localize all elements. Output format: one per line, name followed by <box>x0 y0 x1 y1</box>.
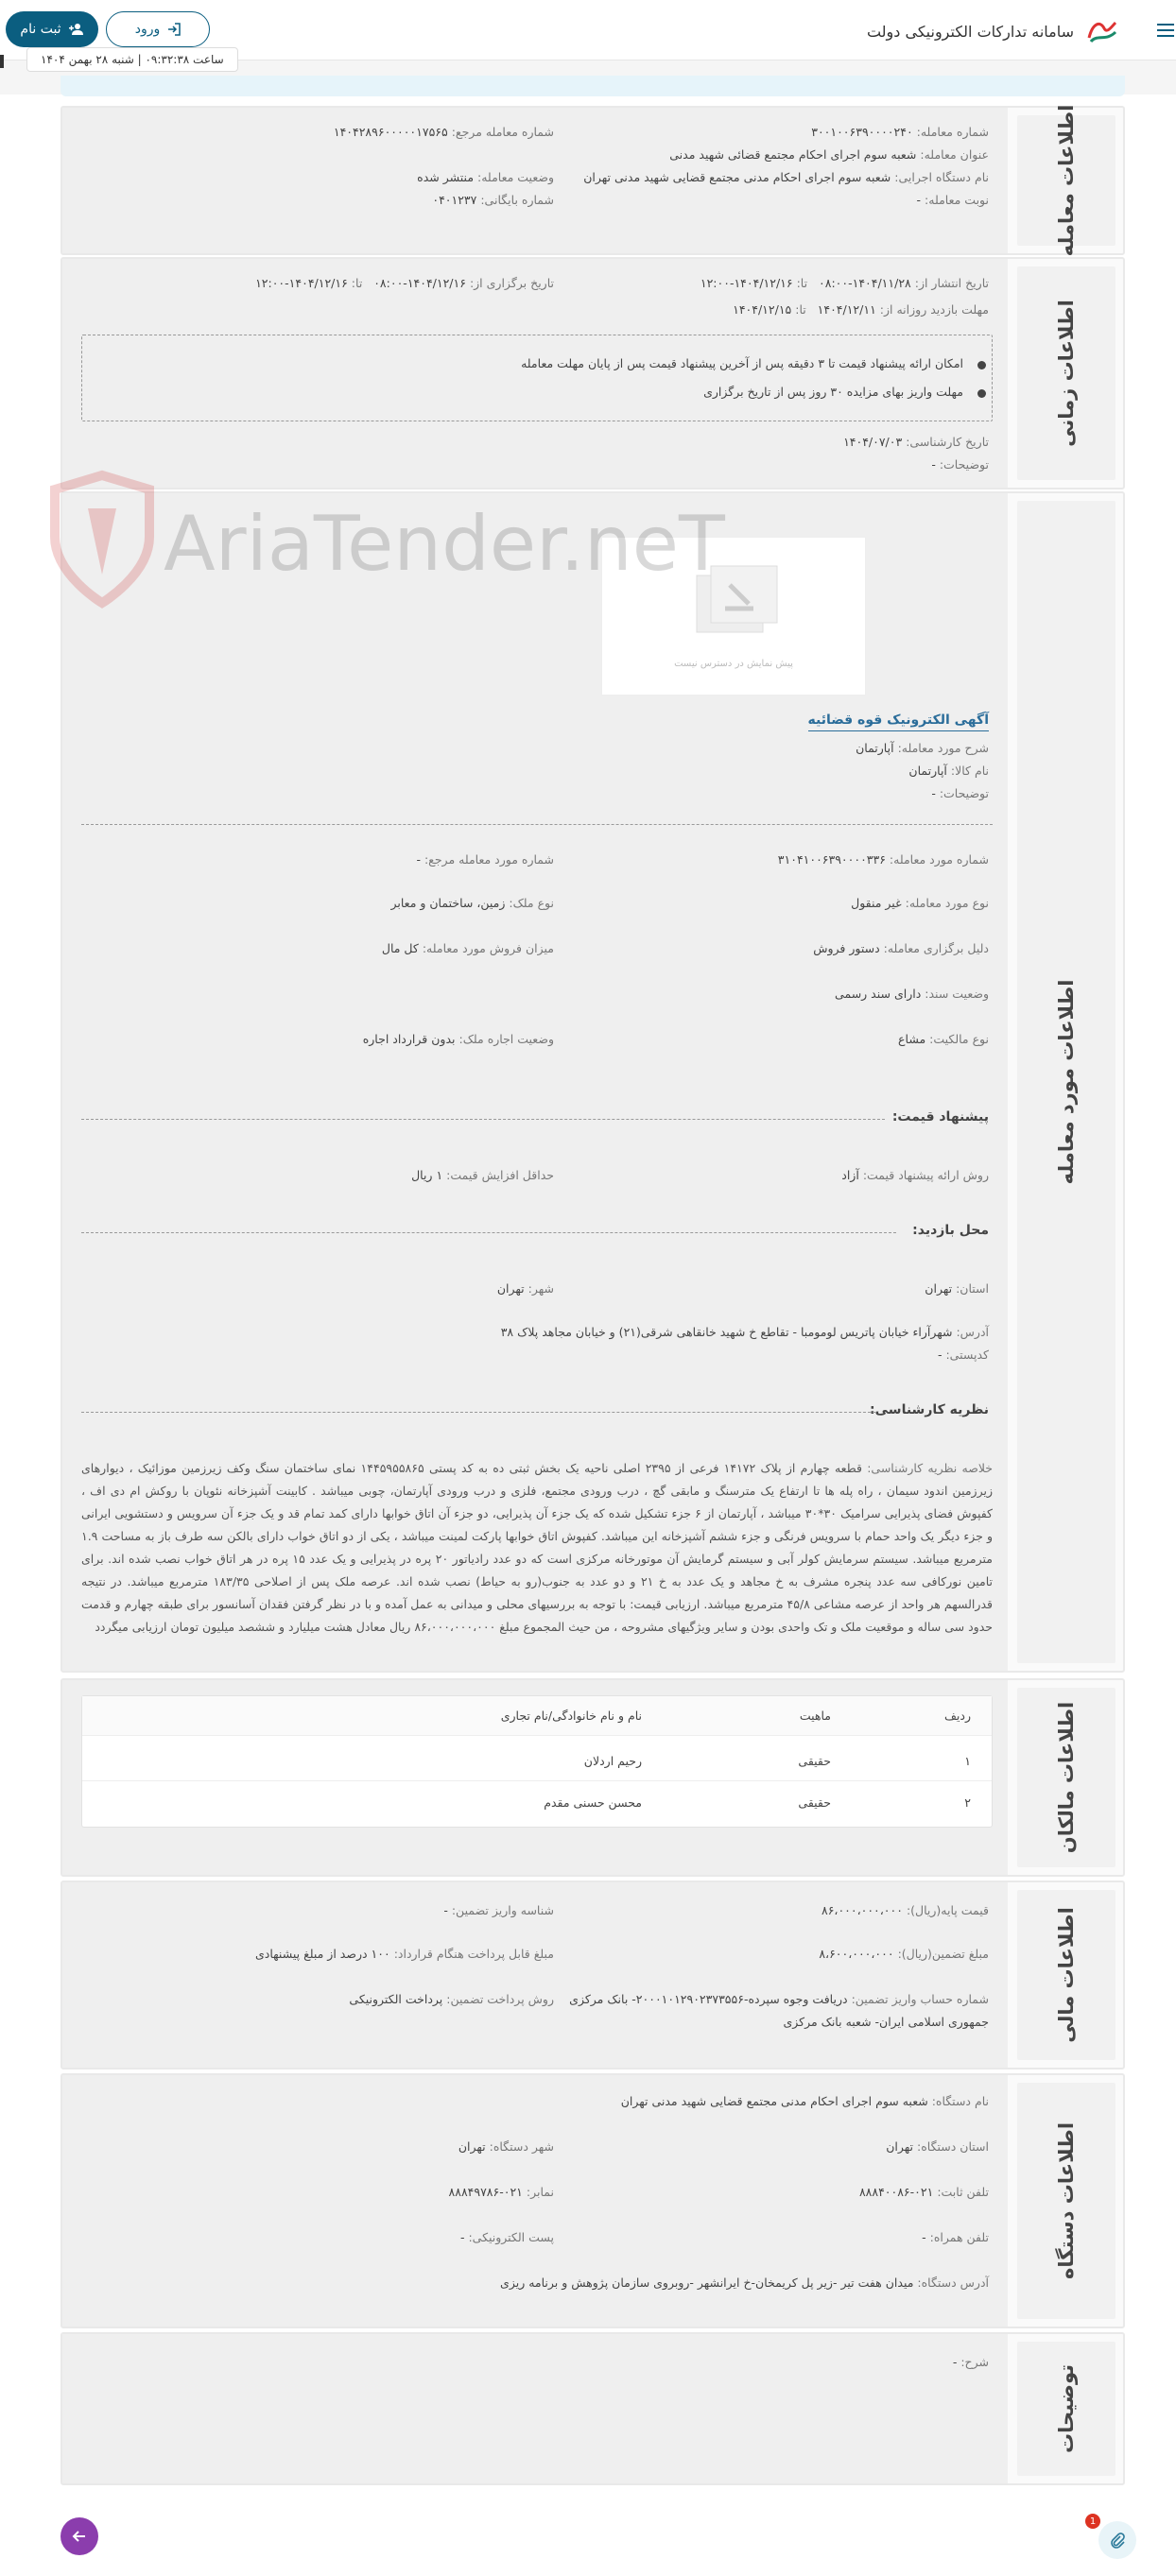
site-title: سامانه تدارکات الکترونیکی دولت <box>866 22 1074 41</box>
finance-tab: اطلاعات مالی <box>1017 1890 1115 2060</box>
attachments-count-badge: 1 <box>1085 2514 1100 2529</box>
ownership-type-field: نوع مالکیت: مشاع <box>898 1032 989 1046</box>
guarantee-amount-field: مبلغ تضمین(ریال): ۸،۶۰۰،۰۰۰،۰۰۰ <box>819 1947 989 1961</box>
deal-status-field: وضعیت معامله: منتشر شده <box>417 170 554 184</box>
deal-ref-field: شماره معامله مرجع: ۱۴۰۴۲۸۹۶۰۰۰۰۰۱۷۵۶۵ <box>333 125 554 139</box>
item-info-section <box>61 491 1125 1673</box>
scroll-edge <box>0 55 4 68</box>
item-type-field: نوع مورد معامله: غیر منقول <box>851 896 989 910</box>
deal-archive-field: شماره بایگانی: ۰۴۰۱۲۳۷ <box>432 193 554 207</box>
expert-opinion-text: خلاصه نظریه کارشناسی: قطعه چهارم از پلاک ۱۴۱۷۲ فرعی از ۲۳۹۵ اصلی ناحیه یک بخش ثبتی ده به کد پستی ۱۴۴۵۹۵۵۸۶۵ نمای ساختمان سنگ وکف زیرزمین موزائیک ، دیوارهای زیرزمین اندود سیمان ، راه پله ها تا ارتفاع یک مترسنگ و مابقی گچ ، درب ورودی مجتمع، فلزی و درب ورودی آپارتمان، چوبی میباشد . کابینت آشپزخانه نئوپان با روکش ام دی اف ، کفپوش فضای پذیرایی سرامیک ۳۰*۳۰ میباشد ، آپارتمان از ۶ جزء تشکیل شده که یک جزء آن پذیرایی، دو جزء آن اتاق خوابها دارای کمد تمام قد و یک جزء آن سرویس و دستشویی ایرانی و جزء دیگر یک واحد حمام با سرویس فرنگی و جزء ششم آشپزخانه این میباشد. کفپوش اتاق خوابها پارکت لمینت میباشد ، یکی از دو اتاق خواب دارای بالکن سه طرف باز به مساحت ۱.۹ مترمربع میباشد. سیستم سرمایش کولر آبی و سیستم گرمایش آن موتورخانه مرکزی است که دو عدد رادیاتور ۲۰ پره در پذیرایی و یک عدد ۱۵ پره در هر اتاق خواب نصب شده اند. برای تامین نورکافی سه عدد پنجره مشرف به خ مجاهد و یک عدد به خ ۲۱ و دو عدد به جنوب(رو به حیاط) نصب شده اند. عرصه ملک پس از اصلاحی ۱۸۳/۳۵ مترمربع میباشد. در نتیجه قدرالسهم هر واحد از عرصه مشاعی ۴۵/۸ مترمربع میباشد. ارزیابی قیمت: با توجه به بررسیهای محلی و میدانی به عمل آمده و با در نظر گرفتن فقدان آسانسور برای طبقه چهارم و قدمت حدود سی ساله و موقعیت ملک و تک واحدی بودن و سایر ویژگیهای مشروحه ، من حیث المجموع مبلغ ۸۶،۰۰۰،۰۰۰،۰۰۰ ریال معادل هشت میلیارد و ششصد میلیون تومان ارزیابی میگردد <box>81 1461 994 1634</box>
postal-code-field: کدپستی: - <box>937 1348 989 1362</box>
province-field: استان: تهران <box>925 1281 989 1296</box>
guarantee-method-field: روش پرداخت تضمین: پرداخت الکترونیکی <box>349 1992 554 2006</box>
no-preview-text: پیش نمایش در دسترس نیست <box>674 659 793 669</box>
org-name-field: نام دستگاه: شعبه سوم اجرای احکام مدنی مجتمع قضایی شهید مدنی تهران <box>620 2094 989 2108</box>
org-fax-field: نمابر: ۰۲۱-۸۸۸۴۹۷۸۶ <box>448 2185 554 2199</box>
item-info-tab: اطلاعات مورد معامله <box>1017 501 1115 1663</box>
info-band <box>61 76 1125 96</box>
sale-amount-field: میزان فروش مورد معامله: کل مال <box>381 941 554 955</box>
org-tab: اطلاعات دستگاه <box>1017 2083 1115 2319</box>
owners-table <box>81 1695 993 1828</box>
deposit-id-field: شناسه واریز تضمین: - <box>443 1903 554 1917</box>
divider <box>81 824 993 825</box>
property-type-field: نوع ملک: زمین، ساختمان و معابر <box>390 896 554 910</box>
owners-body <box>62 1680 1008 1875</box>
login-button[interactable] <box>106 11 210 47</box>
deal-turn-field: نوبت معامله: - <box>916 193 989 207</box>
table-header: ردیف ماهیت نام و نام خانوادگی/نام تجاری <box>82 1696 992 1736</box>
deal-info-tab: اطلاعات معامله <box>1017 115 1115 246</box>
document-status-field: وضعیت سند: دارای سند رسمی <box>835 987 989 1001</box>
login-label: ورود <box>134 22 161 37</box>
watermark-text: AriaTender.neT <box>164 500 725 588</box>
table-row: ۲ حقیقی محسن حسنی مقدم <box>544 1795 971 1810</box>
deal-org-field: نام دستگاه اجرایی: شعبه سوم اجرای احکام مدنی مجتمع قضایی شهید مدنی تهران <box>583 170 989 184</box>
guarantee-account-bank: جمهوری اسلامی ایران- شعبه بانک مرکزی <box>783 2015 989 2029</box>
contract-payment-field: مبلغ قابل پرداخت هنگام قرارداد: ۱۰۰ درصد از مبلغ پیشنهادی <box>255 1947 554 1961</box>
owners-section <box>61 1678 1125 1877</box>
add-user-icon <box>69 23 84 36</box>
item-notes-field: توضیحات: - <box>931 786 989 800</box>
judiciary-ad-link[interactable]: آگهی الکترونیک قوه قضائیه <box>808 713 990 731</box>
deal-info-body <box>62 108 1008 253</box>
expert-date-field: تاریخ کارشناسی: ۱۴۰۴/۰۷/۰۳ <box>843 435 989 449</box>
item-info-body <box>62 493 1008 1671</box>
city-field: شهر: تهران <box>496 1281 554 1296</box>
divider <box>81 1119 885 1120</box>
org-body <box>62 2075 1008 2327</box>
register-button[interactable] <box>6 11 98 47</box>
attachments-button[interactable] <box>1098 2521 1136 2559</box>
guarantee-account-field: شماره حساب واریز تضمین: دریافت وجوه سپرده-۲۰۰۰۱۰۱۲۹۰۲۳۷۳۵۵۶- بانک مرکزی <box>569 1992 989 2006</box>
notes-tab: توضیحات <box>1017 2342 1115 2476</box>
hold-reason-field: دلیل برگزاری معامله: دستور فروش <box>813 941 989 955</box>
rule-item: امکان ارائه پیشنهاد قیمت تا ۳ دقیقه پس از آخرین پیشنهاد قیمت پس از پایان مهلت معامله <box>521 356 963 370</box>
visit-location-heading: محل بازدید: <box>912 1223 989 1238</box>
table-row: ۱ حقیقی رحیم اردلان <box>82 1742 992 1781</box>
base-price-field: قیمت پایه(ریال): ۸۶،۰۰۰،۰۰۰،۰۰۰ <box>821 1903 989 1917</box>
org-email-field: پست الکترونیکی: - <box>459 2230 554 2244</box>
notes-desc-field: شرح: - <box>952 2355 989 2369</box>
time-info-tab: اطلاعات زمانی <box>1017 266 1115 480</box>
expert-opinion-heading: نظریه کارشناسی: <box>870 1402 989 1417</box>
time-desc-field: توضیحات: - <box>931 457 989 472</box>
rule-item: مهلت واریز بهای مزایده ۳۰ روز پس از تاریخ برگزاری <box>703 385 963 399</box>
gallery-placeholder-icon <box>678 557 791 642</box>
arrow-left-icon <box>71 2528 88 2545</box>
item-ref-field: شماره مورد معامله مرجع: - <box>416 852 554 867</box>
goods-name-field: نام کالا: آپارتمان <box>908 764 989 778</box>
org-phone-field: تلفن ثابت: ۰۲۱-۸۸۸۴۰۰۸۶ <box>858 2185 989 2199</box>
address-field: آدرس: شهرآراء خیابان پاتریس لومومبا - تقاطع خ شهید خانقاهی شرقی(۲۱) و خیابان مجاهد پلاک ۳۸ <box>500 1325 989 1339</box>
finance-body <box>62 1882 1008 2068</box>
divider <box>81 1412 875 1413</box>
price-offer-heading: پیشنهاد قیمت: <box>891 1109 989 1125</box>
publish-date-field: تاریخ انتشار از: ۱۴۰۴/۱۱/۲۸-۰۸:۰۰ تا: ۱۴۰۴/۱۲/۱۶-۱۲:۰۰ <box>700 276 989 290</box>
org-address-field: آدرس دستگاه: میدان هفت تیر -زیر پل کریمخان-خ ایرانشهر -روبروی سازمان پژوهش و برنامه ریزی <box>500 2275 989 2290</box>
org-mobile-field: تلفن همراه: - <box>922 2230 989 2244</box>
divider <box>81 1232 896 1233</box>
lease-status-field: وضعیت اجاره ملک: بدون قرارداد اجاره <box>362 1032 554 1046</box>
item-image-placeholder[interactable] <box>601 537 866 696</box>
deal-info-section <box>61 106 1125 255</box>
setad-logo-icon <box>1083 17 1121 45</box>
item-number-field: شماره مورد معامله: ۳۱۰۴۱۰۰۶۳۹۰۰۰۰۳۳۶ <box>777 852 989 867</box>
notes-section <box>61 2332 1125 2485</box>
org-province-field: استان دستگاه: تهران <box>886 2139 989 2154</box>
menu-icon[interactable] <box>1155 21 1176 40</box>
site-brand[interactable] <box>867 17 1121 45</box>
time-info-body <box>62 259 1008 488</box>
finance-section <box>61 1880 1125 2069</box>
deal-number-field: شماره معامله: ۳۰۰۱۰۰۶۳۹۰۰۰۰۲۴۰ <box>811 125 989 139</box>
date-time-display <box>26 47 238 72</box>
login-icon <box>167 23 181 36</box>
owners-tab: اطلاعات مالکان <box>1017 1688 1115 1867</box>
auction-rules-box <box>81 335 993 421</box>
notes-body <box>62 2334 1008 2483</box>
org-section <box>61 2073 1125 2328</box>
hold-date-field: تاریخ برگزاری از: ۱۴۰۴/۱۲/۱۶-۰۸:۰۰ تا: ۱۴۰۴/۱۲/۱۶-۱۲:۰۰ <box>255 276 554 290</box>
min-increase-field: حداقل افزایش قیمت: ۱ ریال <box>411 1168 554 1182</box>
time-info-section <box>61 257 1125 489</box>
offer-method-field: روش ارائه پیشنهاد قیمت: آزاد <box>841 1168 989 1182</box>
deal-title-field: عنوان معامله: شعبه سوم اجرای احکام مجتمع قضائی شهید مدنی <box>669 147 989 162</box>
paperclip-icon <box>1109 2532 1126 2549</box>
org-city-field: شهر دستگاه: تهران <box>458 2139 554 2154</box>
visit-deadline-field: مهلت بازدید روزانه از: ۱۴۰۴/۱۲/۱۱ تا: ۱۴۰۴/۱۲/۱۵ <box>733 302 989 317</box>
back-button[interactable] <box>61 2517 98 2555</box>
date-time-text: ساعت ۰۹:۳۲:۳۸ | شنبه ۲۸ بهمن ۱۴۰۴ <box>41 53 224 66</box>
register-label: ثبت نام <box>20 22 61 37</box>
item-desc-field: شرح مورد معامله: آپارتمان <box>856 741 989 755</box>
